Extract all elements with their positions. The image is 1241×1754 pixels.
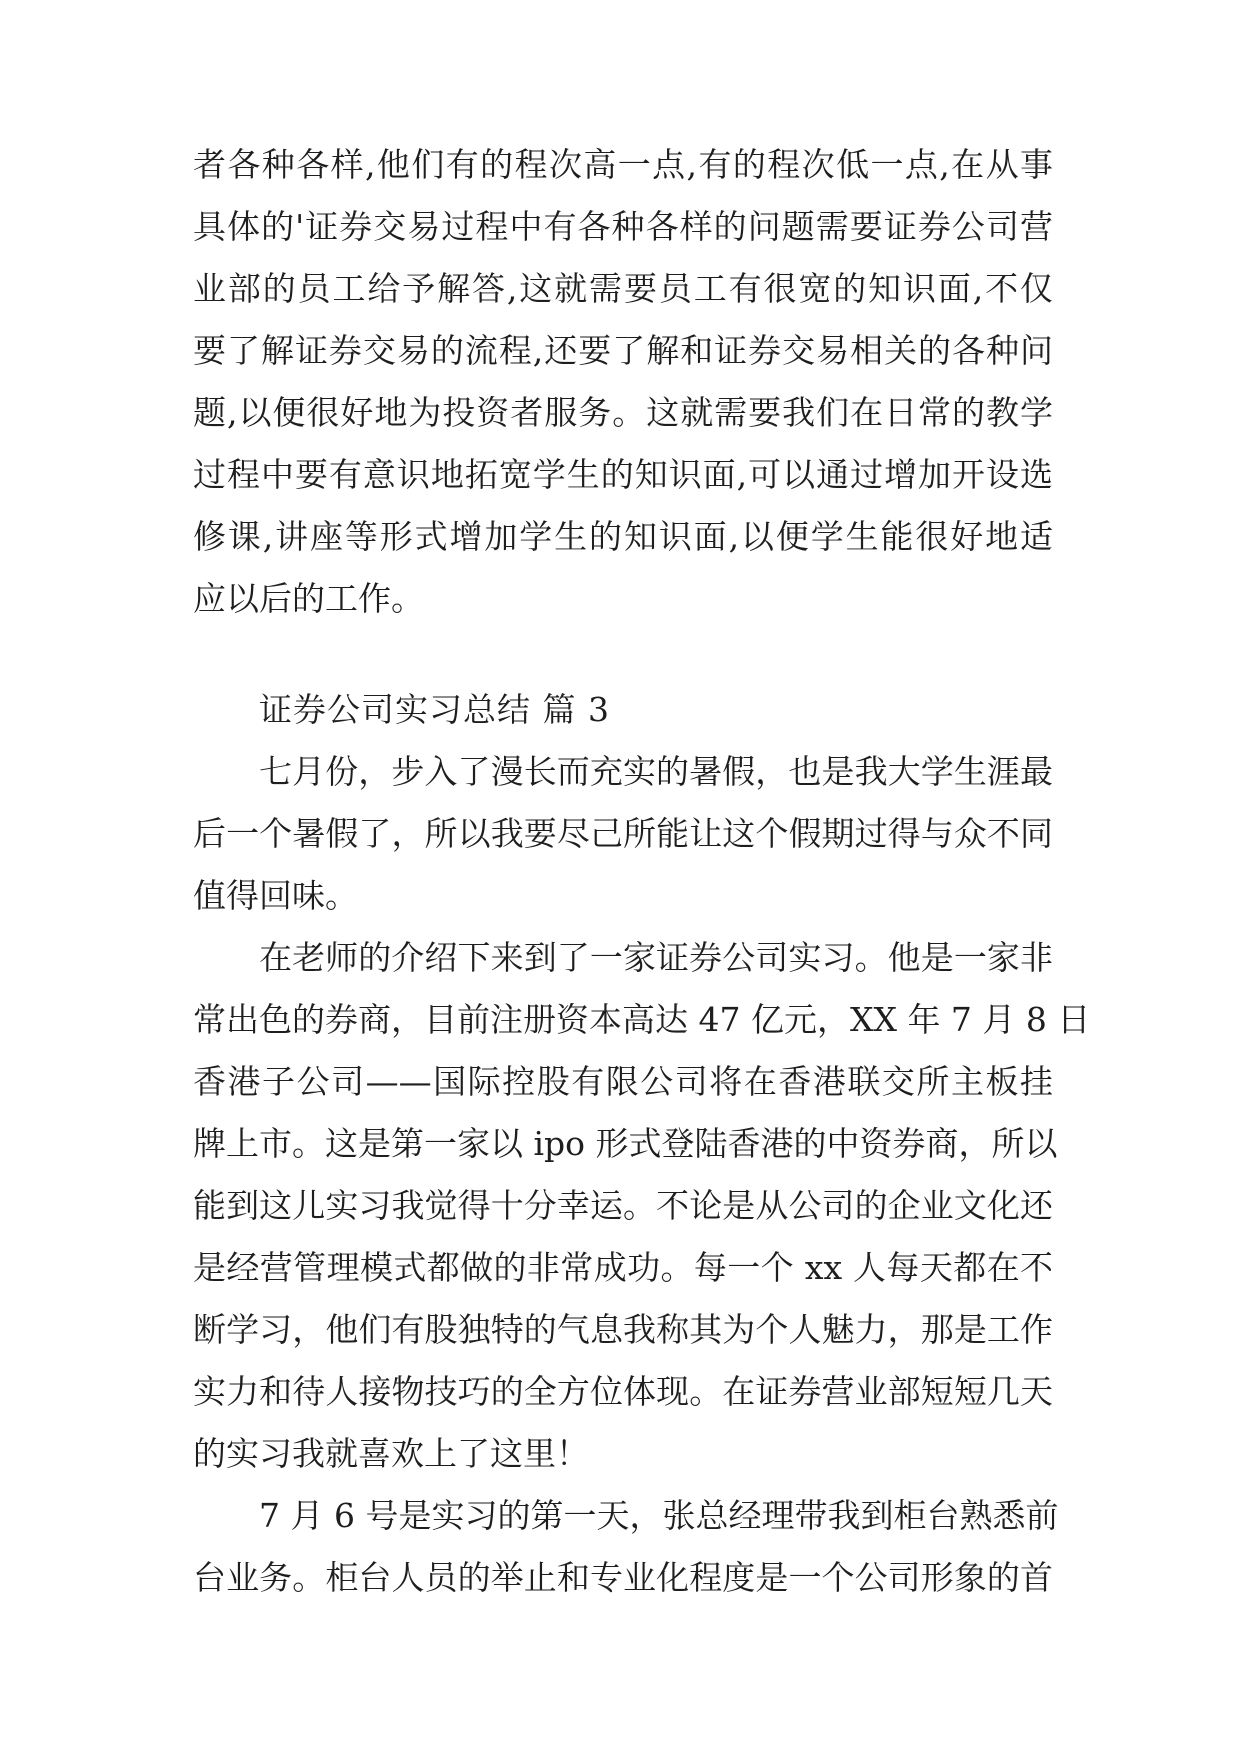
paragraph-3-line-5: 能到这儿实习我觉得十分幸运。不论是从公司的企业文化还 <box>193 1186 1053 1225</box>
paragraph-4-line-2: 台业务。柜台人员的举止和专业化程度是一个公司形象的首 <box>193 1558 1053 1597</box>
paragraph-1-line-1: 者各种各样,他们有的程次高一点,有的程次低一点,在从事 <box>193 145 1053 184</box>
paragraph-3-line-8: 实力和待人接物技巧的全方位体现。在证券营业部短短几天 <box>193 1372 1053 1411</box>
paragraph-3-line-3: 香港子公司——国际控股有限公司将在香港联交所主板挂 <box>193 1062 1053 1101</box>
paragraph-1-line-6: 过程中要有意识地拓宽学生的知识面,可以通过增加开设选 <box>193 455 1053 494</box>
paragraph-3-line-6: 是经营管理模式都做的非常成功。每一个 xx 人每天都在不 <box>193 1248 1053 1287</box>
paragraph-3-line-2: 常出色的券商，目前注册资本高达 47 亿元，XX 年 7 月 8 日 <box>193 1000 1091 1039</box>
paragraph-1-line-8: 应以后的工作。 <box>193 579 424 618</box>
paragraph-2-line-1: 七月份，步入了漫长而充实的暑假，也是我大学生涯最 <box>259 752 1053 791</box>
paragraph-1-line-2: 具体的'证券交易过程中有各种各样的问题需要证券公司营 <box>193 207 1053 246</box>
paragraph-2-line-3: 值得回味。 <box>193 876 358 915</box>
paragraph-1-line-7: 修课,讲座等形式增加学生的知识面,以便学生能很好地适 <box>193 517 1053 556</box>
paragraph-4-line-1: 7 月 6 号是实习的第一天，张总经理带我到柜台熟悉前 <box>259 1496 1059 1535</box>
paragraph-1-line-5: 题,以便很好地为投资者服务。这就需要我们在日常的教学 <box>193 393 1053 432</box>
paragraph-1-line-3: 业部的员工给予解答,这就需要员工有很宽的知识面,不仅 <box>193 269 1053 308</box>
paragraph-3-line-7: 断学习，他们有股独特的气息我称其为个人魅力，那是工作 <box>193 1310 1053 1349</box>
paragraph-1-line-4: 要了解证券交易的流程,还要了解和证券交易相关的各种问 <box>193 331 1053 370</box>
paragraph-3-line-1: 在老师的介绍下来到了一家证券公司实习。他是一家非 <box>259 938 1053 977</box>
paragraph-2-line-2: 后一个暑假了，所以我要尽己所能让这个假期过得与众不同 <box>193 814 1053 853</box>
paragraph-3-line-4: 牌上市。这是第一家以 ipo 形式登陆香港的中资券商，所以 <box>193 1124 1058 1163</box>
section-heading: 证券公司实习总结 篇 3 <box>259 690 610 729</box>
paragraph-3-line-9: 的实习我就喜欢上了这里！ <box>193 1434 589 1473</box>
